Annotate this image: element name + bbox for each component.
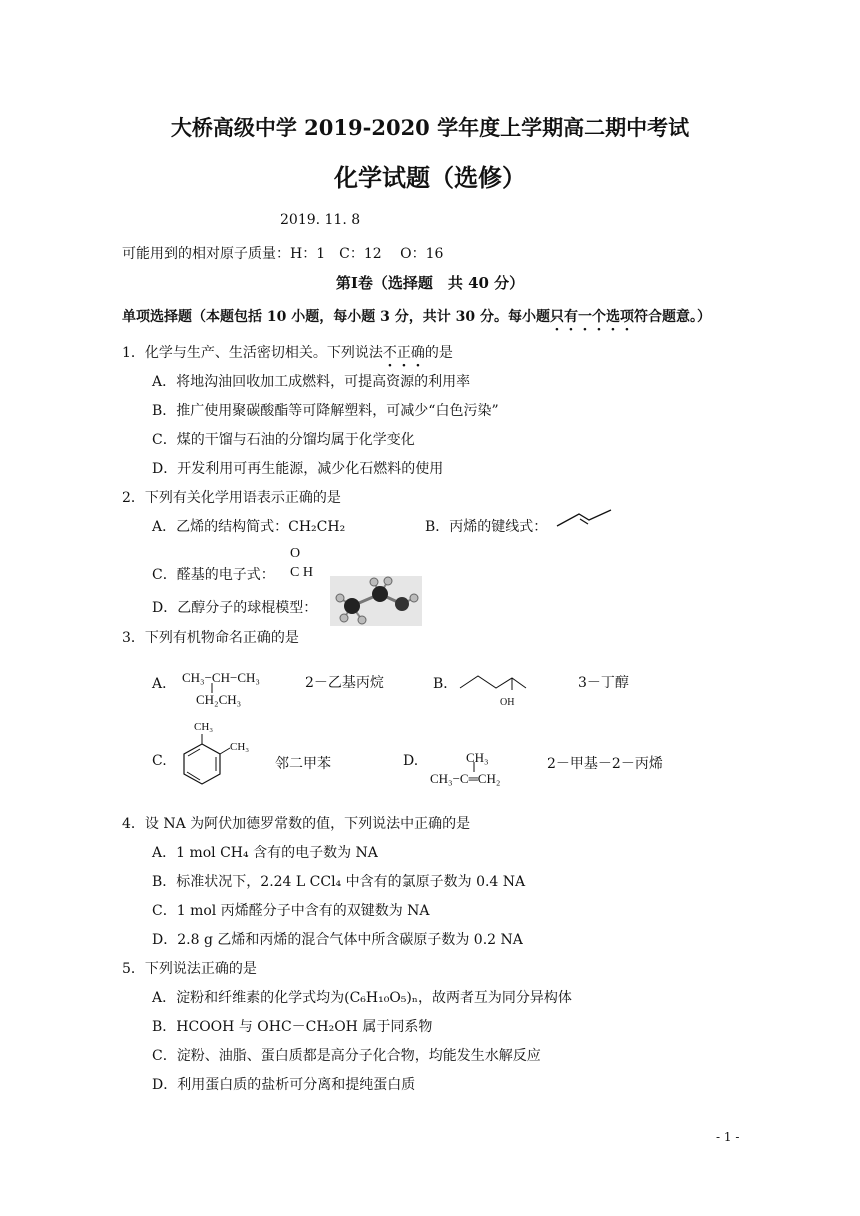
q3-option-a-label: A． — [152, 676, 177, 692]
q5-option-b: B．HCOOH 与 OHC－CH₂OH 属于同系物 — [152, 1019, 433, 1035]
q3-option-d-label: D. — [403, 753, 419, 769]
q4-option-a: A．1 mol CH₄ 含有的电子数为 NA — [152, 845, 378, 861]
q5-option-a: A．淀粉和纤维素的化学式均为(C₆H₁₀O₅)ₙ，故两者互为同分异构体 — [152, 990, 572, 1006]
ethanol-ball-stick-model-icon — [330, 576, 422, 626]
q3-a-formula-main: CH₃−CH−CH₃ — [182, 670, 260, 685]
q1-stem-pre: 1．化学与生产、生活密切相关。下列说法 — [122, 345, 383, 361]
atomic-masses: 可能用到的相对原子质量：H：1 C：12 O：16 — [122, 246, 444, 262]
q2-option-d: D．乙醇分子的球棍模型： — [152, 600, 318, 616]
page-number: - 1 - — [716, 1130, 740, 1144]
q3-c-name: 邻二甲苯 — [275, 756, 331, 772]
q3-c-ch3-top: CH₃ — [194, 721, 214, 733]
instruction-post: 符合题意。） — [633, 309, 711, 325]
q3-a-formula-branch: CH₂CH₃ — [196, 692, 242, 707]
q1-option-d: D．开发利用可再生能源，减少化石燃料的使用 — [152, 461, 444, 477]
section-title: 第Ⅰ卷（选择题 共 40 分） — [335, 274, 525, 292]
q2-a-label: A．乙烯的结构简式： — [152, 519, 289, 535]
emphasis-char: 项 — [619, 309, 634, 325]
q2-option-b: B．丙烯的键线式： — [425, 519, 548, 535]
q3-d-formula: CH₃−C═CH₂ — [430, 771, 501, 786]
exam-date: 2019. 11. 8 — [280, 212, 361, 228]
q1-option-c: C．煤的干馏与石油的分馏均属于化学变化 — [152, 432, 415, 448]
q3-d-name: 2－甲基－2－丙烯 — [547, 756, 663, 772]
q1-option-a: A．将地沟油回收加工成燃料，可提高资源的利用率 — [152, 374, 471, 390]
question-3-stem: 3．下列有机物命名正确的是 — [122, 630, 299, 646]
emphasis-char: 有 — [563, 309, 578, 325]
q2-a-formula: CH₂CH₂ — [288, 519, 346, 535]
emphasis-char: 选 — [605, 309, 620, 325]
q3-c-ch3-right: CH₃ — [230, 741, 250, 753]
q2-option-a — [152, 516, 345, 536]
question-1-stem — [122, 342, 453, 362]
o-xylene-ring-icon — [176, 732, 236, 790]
q3-b-name: 3－丁醇 — [578, 675, 629, 691]
q4-option-c: C．1 mol 丙烯醛分子中含有的双键数为 NA — [152, 903, 430, 919]
q3-b-oh: OH — [500, 697, 515, 708]
emphasis-char: 只 — [549, 309, 564, 325]
emphasis-char: 正 — [396, 345, 411, 361]
instruction-pre: 单项选择题（本题包括 10 小题，每小题 3 分，共计 30 分。每小题 — [122, 309, 550, 325]
aldehyde-ch: C H — [290, 565, 313, 580]
q1-stem-post: 的是 — [424, 345, 453, 361]
q3-option-b-label: B． — [433, 676, 458, 692]
q3-option-c-label: C. — [152, 753, 167, 769]
question-4-stem: 4．设 NA 为阿伏加德罗常数的值，下列说法中正确的是 — [122, 816, 471, 832]
q3-a-name: 2－乙基丙烷 — [305, 675, 384, 691]
q4-option-b: B．标准状况下，2.24 L CCl₄ 中含有的氯原子数为 0.4 NA — [152, 874, 526, 890]
q1-option-b: B．推广使用聚碳酸酯等可降解塑料，可减少“白色污染” — [152, 403, 499, 419]
propene-skeletal-icon — [555, 506, 615, 528]
q5-option-c: C．淀粉、油脂、蛋白质都是高分子化合物，均能发生水解反应 — [152, 1048, 541, 1064]
q4-option-d: D．2.8 g 乙烯和丙烯的混合气体中所含碳原子数为 0.2 NA — [152, 932, 523, 948]
emphasis-char: 不 — [382, 345, 397, 361]
question-5-stem: 5．下列说法正确的是 — [122, 961, 257, 977]
emphasis-char: 一 — [577, 309, 592, 325]
exam-subtitle: 化学试题（选修） — [334, 163, 526, 192]
emphasis-char: 确 — [410, 345, 425, 361]
aldehyde-o: O — [290, 546, 301, 561]
q3-d-ch3: CH₃ — [466, 750, 489, 765]
q2-option-c: C．醛基的电子式： — [152, 567, 275, 583]
section-instruction — [122, 306, 711, 326]
question-2-stem: 2．下列有关化学用语表示正确的是 — [122, 490, 341, 506]
exam-title: 大桥高级中学 2019-2020 学年度上学期高二期中考试 — [170, 115, 690, 140]
butanol-skeletal-icon — [458, 670, 528, 692]
q5-option-d: D．利用蛋白质的盐析可分离和提纯蛋白质 — [152, 1077, 416, 1093]
emphasis-char: 个 — [591, 309, 606, 325]
